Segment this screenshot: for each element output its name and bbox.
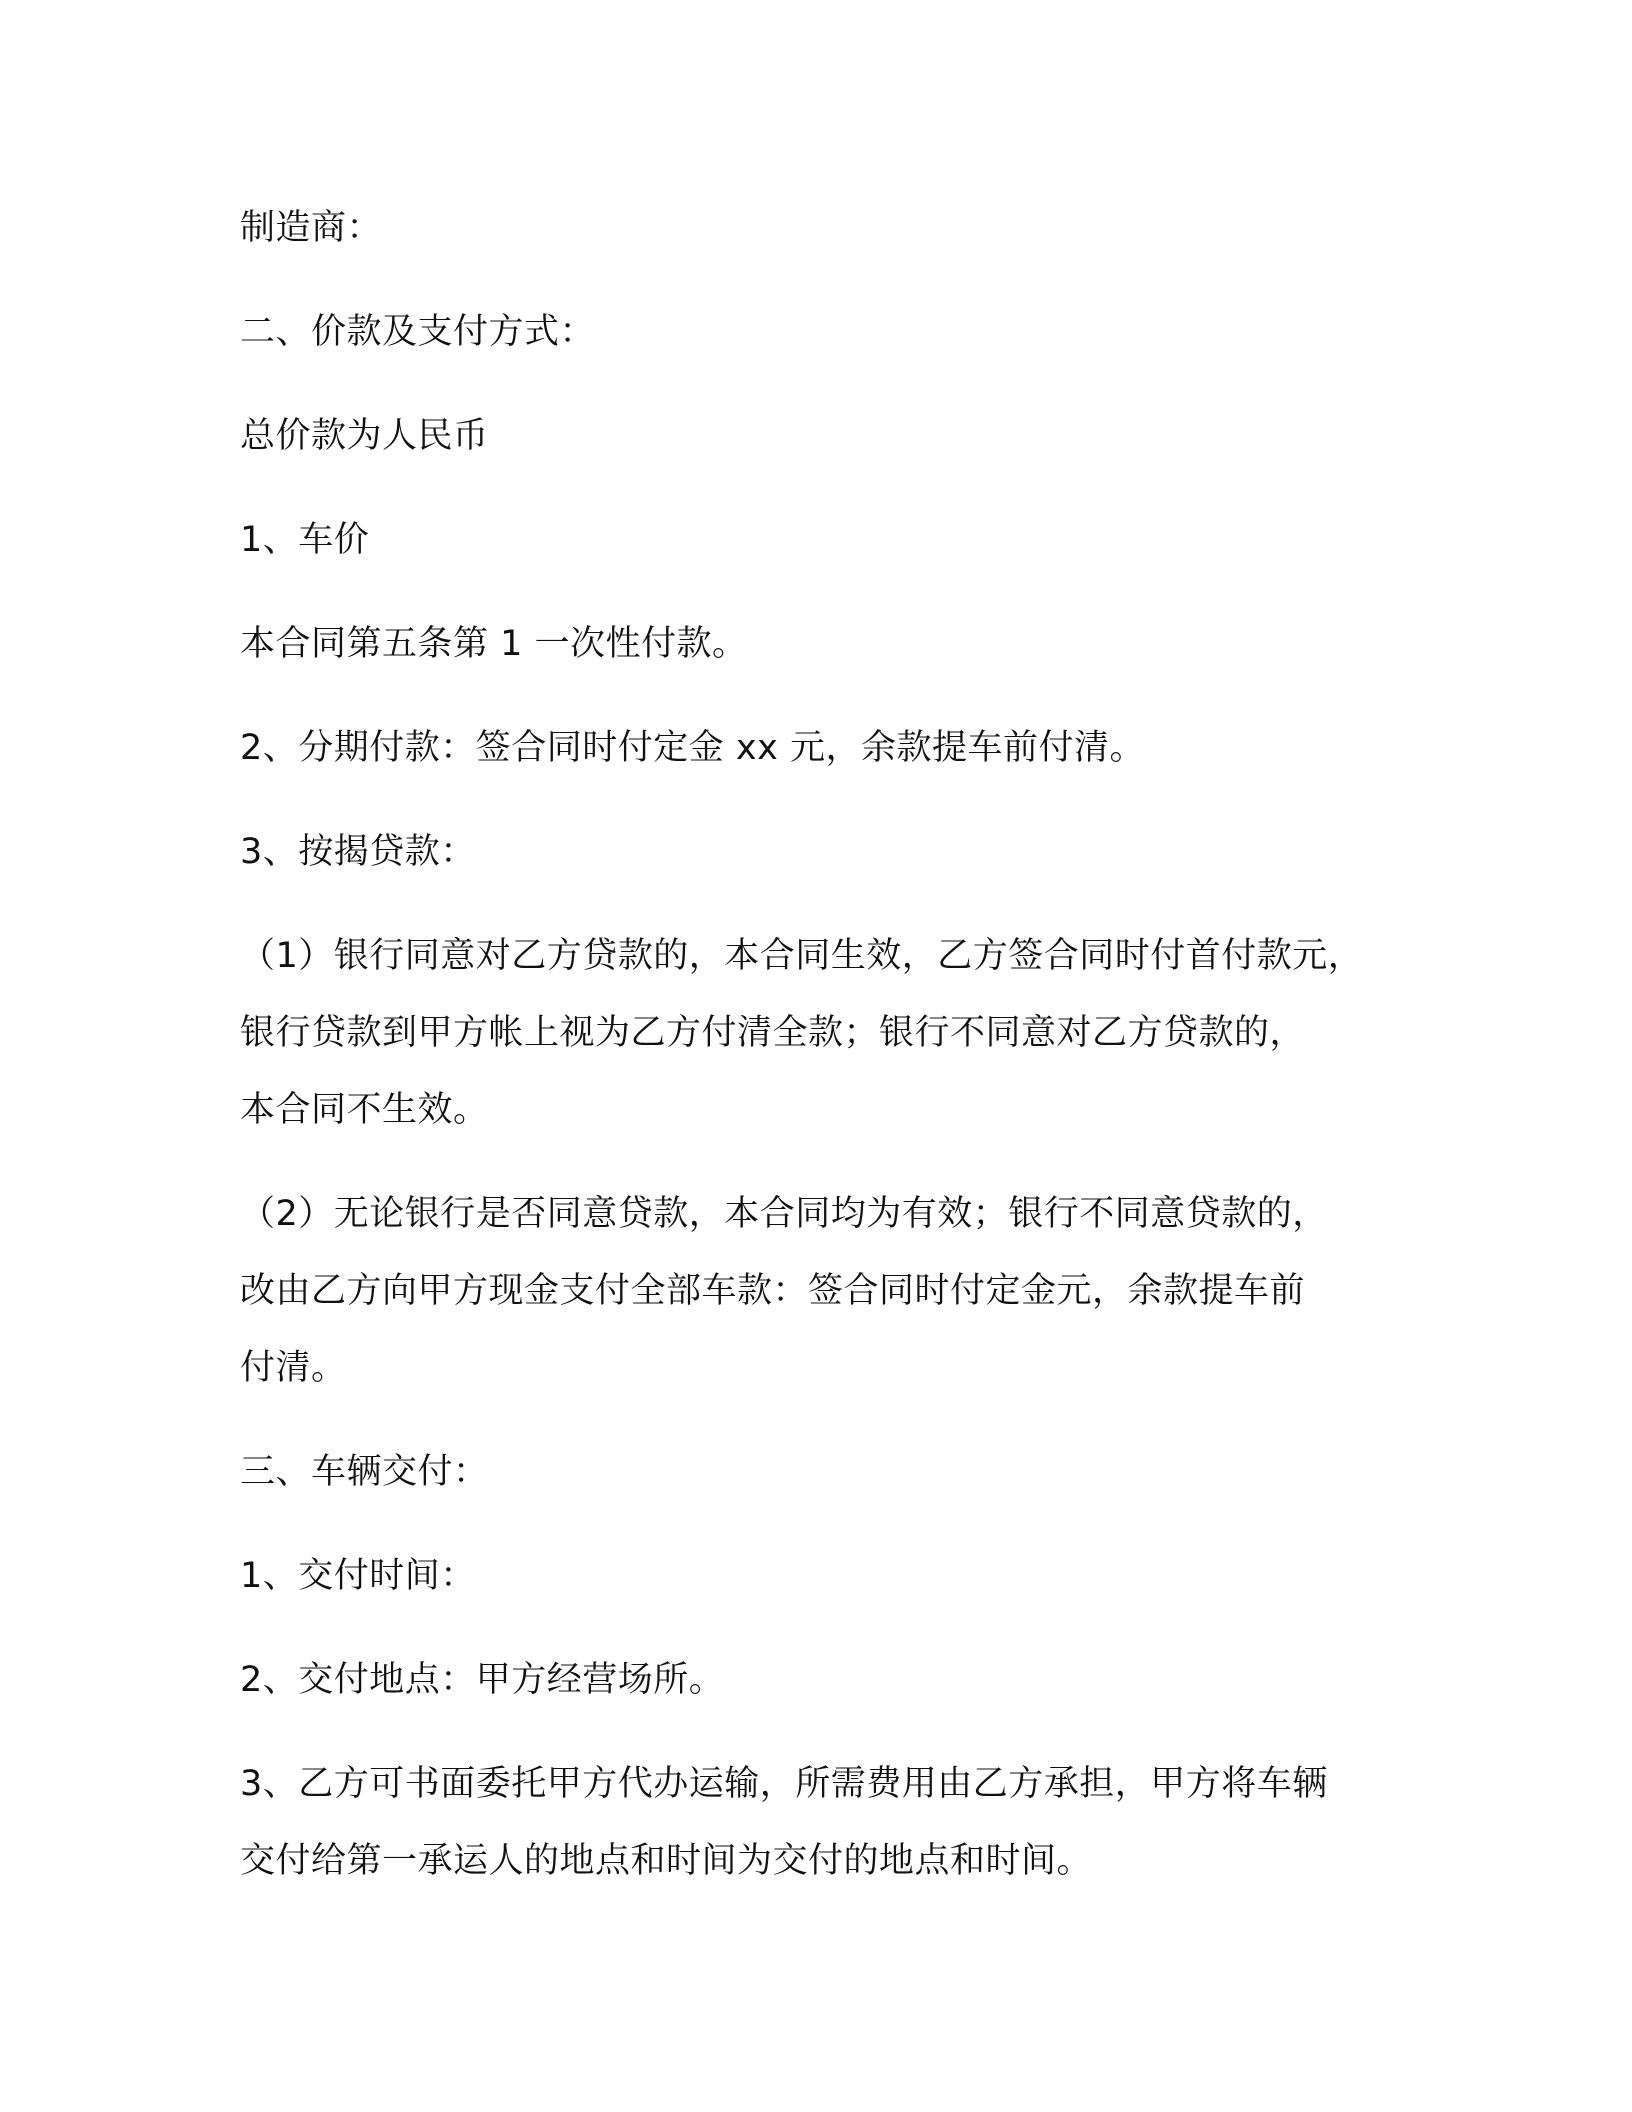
paragraph-line: （1）银行同意对乙方贷款的，本合同生效，乙方签合同时付首付款元， bbox=[240, 936, 1364, 976]
paragraph-line: 1、交付时间： bbox=[240, 1556, 476, 1596]
paragraph-line: 本合同不生效。 bbox=[240, 1090, 489, 1130]
manufacturer-line bbox=[240, 190, 1420, 267]
clause-delivery-time bbox=[240, 1538, 1420, 1615]
paragraph-line: 交付给第一承运人的地点和时间为交付的地点和时间。 bbox=[240, 1841, 1093, 1881]
section-heading-vehicle-delivery bbox=[240, 1434, 1420, 1511]
paragraph-line: 二、价款及支付方式： bbox=[240, 312, 596, 352]
clause-mortgage-loan bbox=[240, 814, 1420, 891]
paragraph-line: 3、按揭贷款： bbox=[240, 832, 476, 872]
total-price-line bbox=[240, 398, 1420, 475]
clause-mortgage-item-2 bbox=[240, 1176, 1420, 1407]
paragraph-line: 1、车价 bbox=[240, 520, 370, 560]
clause-lump-sum bbox=[240, 606, 1420, 683]
paragraph-line: 总价款为人民币 bbox=[240, 416, 489, 456]
clause-mortgage-item-1 bbox=[240, 918, 1420, 1149]
paragraph-line: 改由乙方向甲方现金支付全部车款：签合同时付定金元，余款提车前 bbox=[240, 1271, 1306, 1311]
section-heading-price-payment bbox=[240, 294, 1420, 371]
paragraph-line: 2、交付地点：甲方经营场所。 bbox=[240, 1660, 725, 1700]
paragraph-line: 2、分期付款：签合同时付定金 xx 元，余款提车前付清。 bbox=[240, 728, 1145, 768]
paragraph-line: 付清。 bbox=[240, 1348, 347, 1388]
clause-installment bbox=[240, 710, 1420, 787]
paragraph-line: 制造商： bbox=[240, 208, 383, 248]
paragraph-line: 3、乙方可书面委托甲方代办运输，所需费用由乙方承担，甲方将车辆 bbox=[240, 1764, 1328, 1804]
paragraph-line: （2）无论银行是否同意贷款，本合同均为有效；银行不同意贷款的， bbox=[240, 1194, 1328, 1234]
clause-delivery-location bbox=[240, 1642, 1420, 1719]
paragraph-line: 银行贷款到甲方帐上视为乙方付清全款；银行不同意对乙方贷款的， bbox=[240, 1013, 1306, 1053]
clause-delivery-transport bbox=[240, 1746, 1420, 1900]
paragraph-line: 三、车辆交付： bbox=[240, 1452, 489, 1492]
document-body bbox=[240, 190, 1420, 1927]
clause-car-price bbox=[240, 502, 1420, 579]
paragraph-line: 本合同第五条第 1 一次性付款。 bbox=[240, 624, 748, 664]
